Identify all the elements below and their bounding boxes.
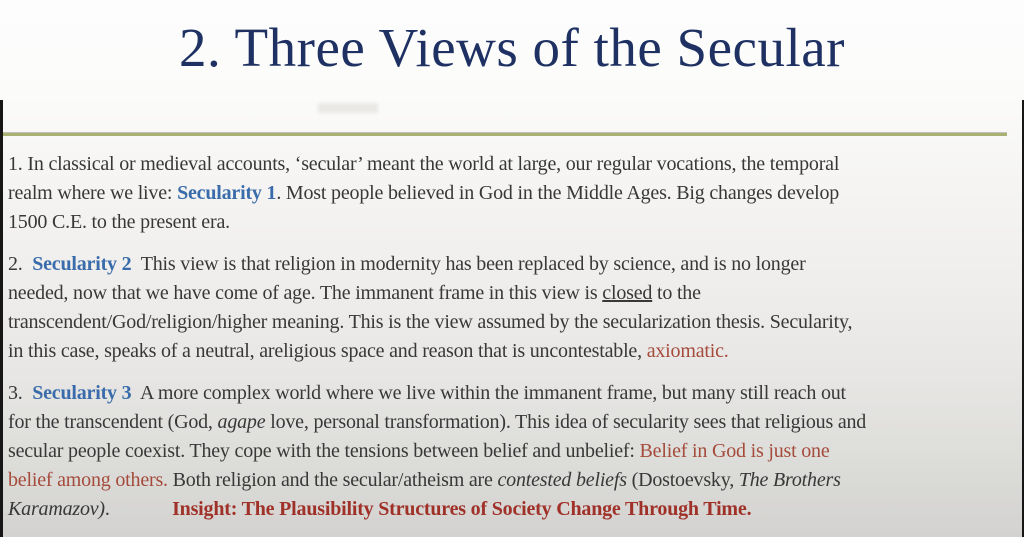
- text-run: in this case, speaks of a neutral, areligious space and reason that is uncontestable,: [8, 340, 647, 362]
- secularity-label: Secularity 2: [32, 253, 132, 275]
- text-run: (Dostoevsky,: [626, 469, 739, 491]
- text-run: Belief in God is just one: [639, 440, 830, 462]
- paragraph-secularity-3: [8, 379, 1024, 524]
- paragraph-secularity-1: [8, 150, 1024, 237]
- text-line: [8, 337, 1024, 366]
- text-run: belief among others.: [8, 469, 168, 491]
- text-run: to the: [652, 282, 701, 304]
- text-run: agape: [217, 411, 266, 433]
- text-run: contested beliefs: [497, 469, 627, 491]
- text-run: needed, now that we have come of age. The immanent frame in this view is: [8, 282, 603, 304]
- secularity-label: Secularity 3: [32, 382, 132, 404]
- text-run: 1500 C.E. to the present era.: [8, 211, 230, 233]
- text-run: Karamazov): [8, 498, 105, 520]
- text-run: 1. In classical or medieval accounts, ‘secular’ meant the world at large, our regular vocations, the temporal: [8, 153, 840, 175]
- text-line: [8, 437, 1024, 466]
- secularity-label: Secularity 1: [177, 182, 277, 204]
- text-run: Insight: The Plausibility Structures of Society Change Through Time.: [172, 498, 752, 520]
- text-run: axiomatic.: [646, 340, 729, 362]
- text-run: transcendent/God/religion/higher meaning. This is the view assumed by the secularization thesis. Secularity,: [8, 311, 853, 333]
- left-edge-artifact: [0, 100, 3, 537]
- text-line: [8, 466, 1024, 495]
- text-line: [8, 179, 1024, 208]
- text-run: 2.: [8, 253, 33, 275]
- text-run: The Brothers: [738, 469, 841, 491]
- slide-body: [0, 136, 1024, 524]
- text-line: [8, 408, 1024, 437]
- text-run: closed: [602, 282, 653, 304]
- ghost-smudge: [318, 103, 378, 113]
- page-title: 2. Three Views of the Secular: [179, 17, 845, 78]
- text-line: [8, 250, 1024, 279]
- text-line: [8, 308, 1024, 337]
- text-run: A more complex world where we live within the immanent frame, but many still reach out: [131, 382, 846, 404]
- text-run: Both religion and the secular/atheism are: [167, 469, 498, 491]
- text-run: .: [104, 498, 173, 520]
- text-line: [8, 379, 1024, 408]
- paragraph-secularity-2: [8, 250, 1024, 366]
- text-run: . Most people believed in God in the Middle Ages. Big changes develop: [276, 182, 840, 204]
- text-run: This view is that religion in modernity has been replaced by science, and is no longer: [131, 253, 806, 275]
- text-line: [8, 150, 1024, 179]
- text-line: [8, 208, 1024, 237]
- text-line: [8, 495, 1024, 524]
- text-line: [8, 279, 1024, 308]
- text-run: for the transcendent (God,: [8, 411, 218, 433]
- text-run: love, personal transformation). This idea of secularity sees that religious and: [265, 411, 867, 433]
- text-run: 3.: [8, 382, 33, 404]
- text-run: realm where we live:: [8, 182, 178, 204]
- text-run: secular people coexist. They cope with the tensions between belief and unbelief:: [8, 440, 640, 462]
